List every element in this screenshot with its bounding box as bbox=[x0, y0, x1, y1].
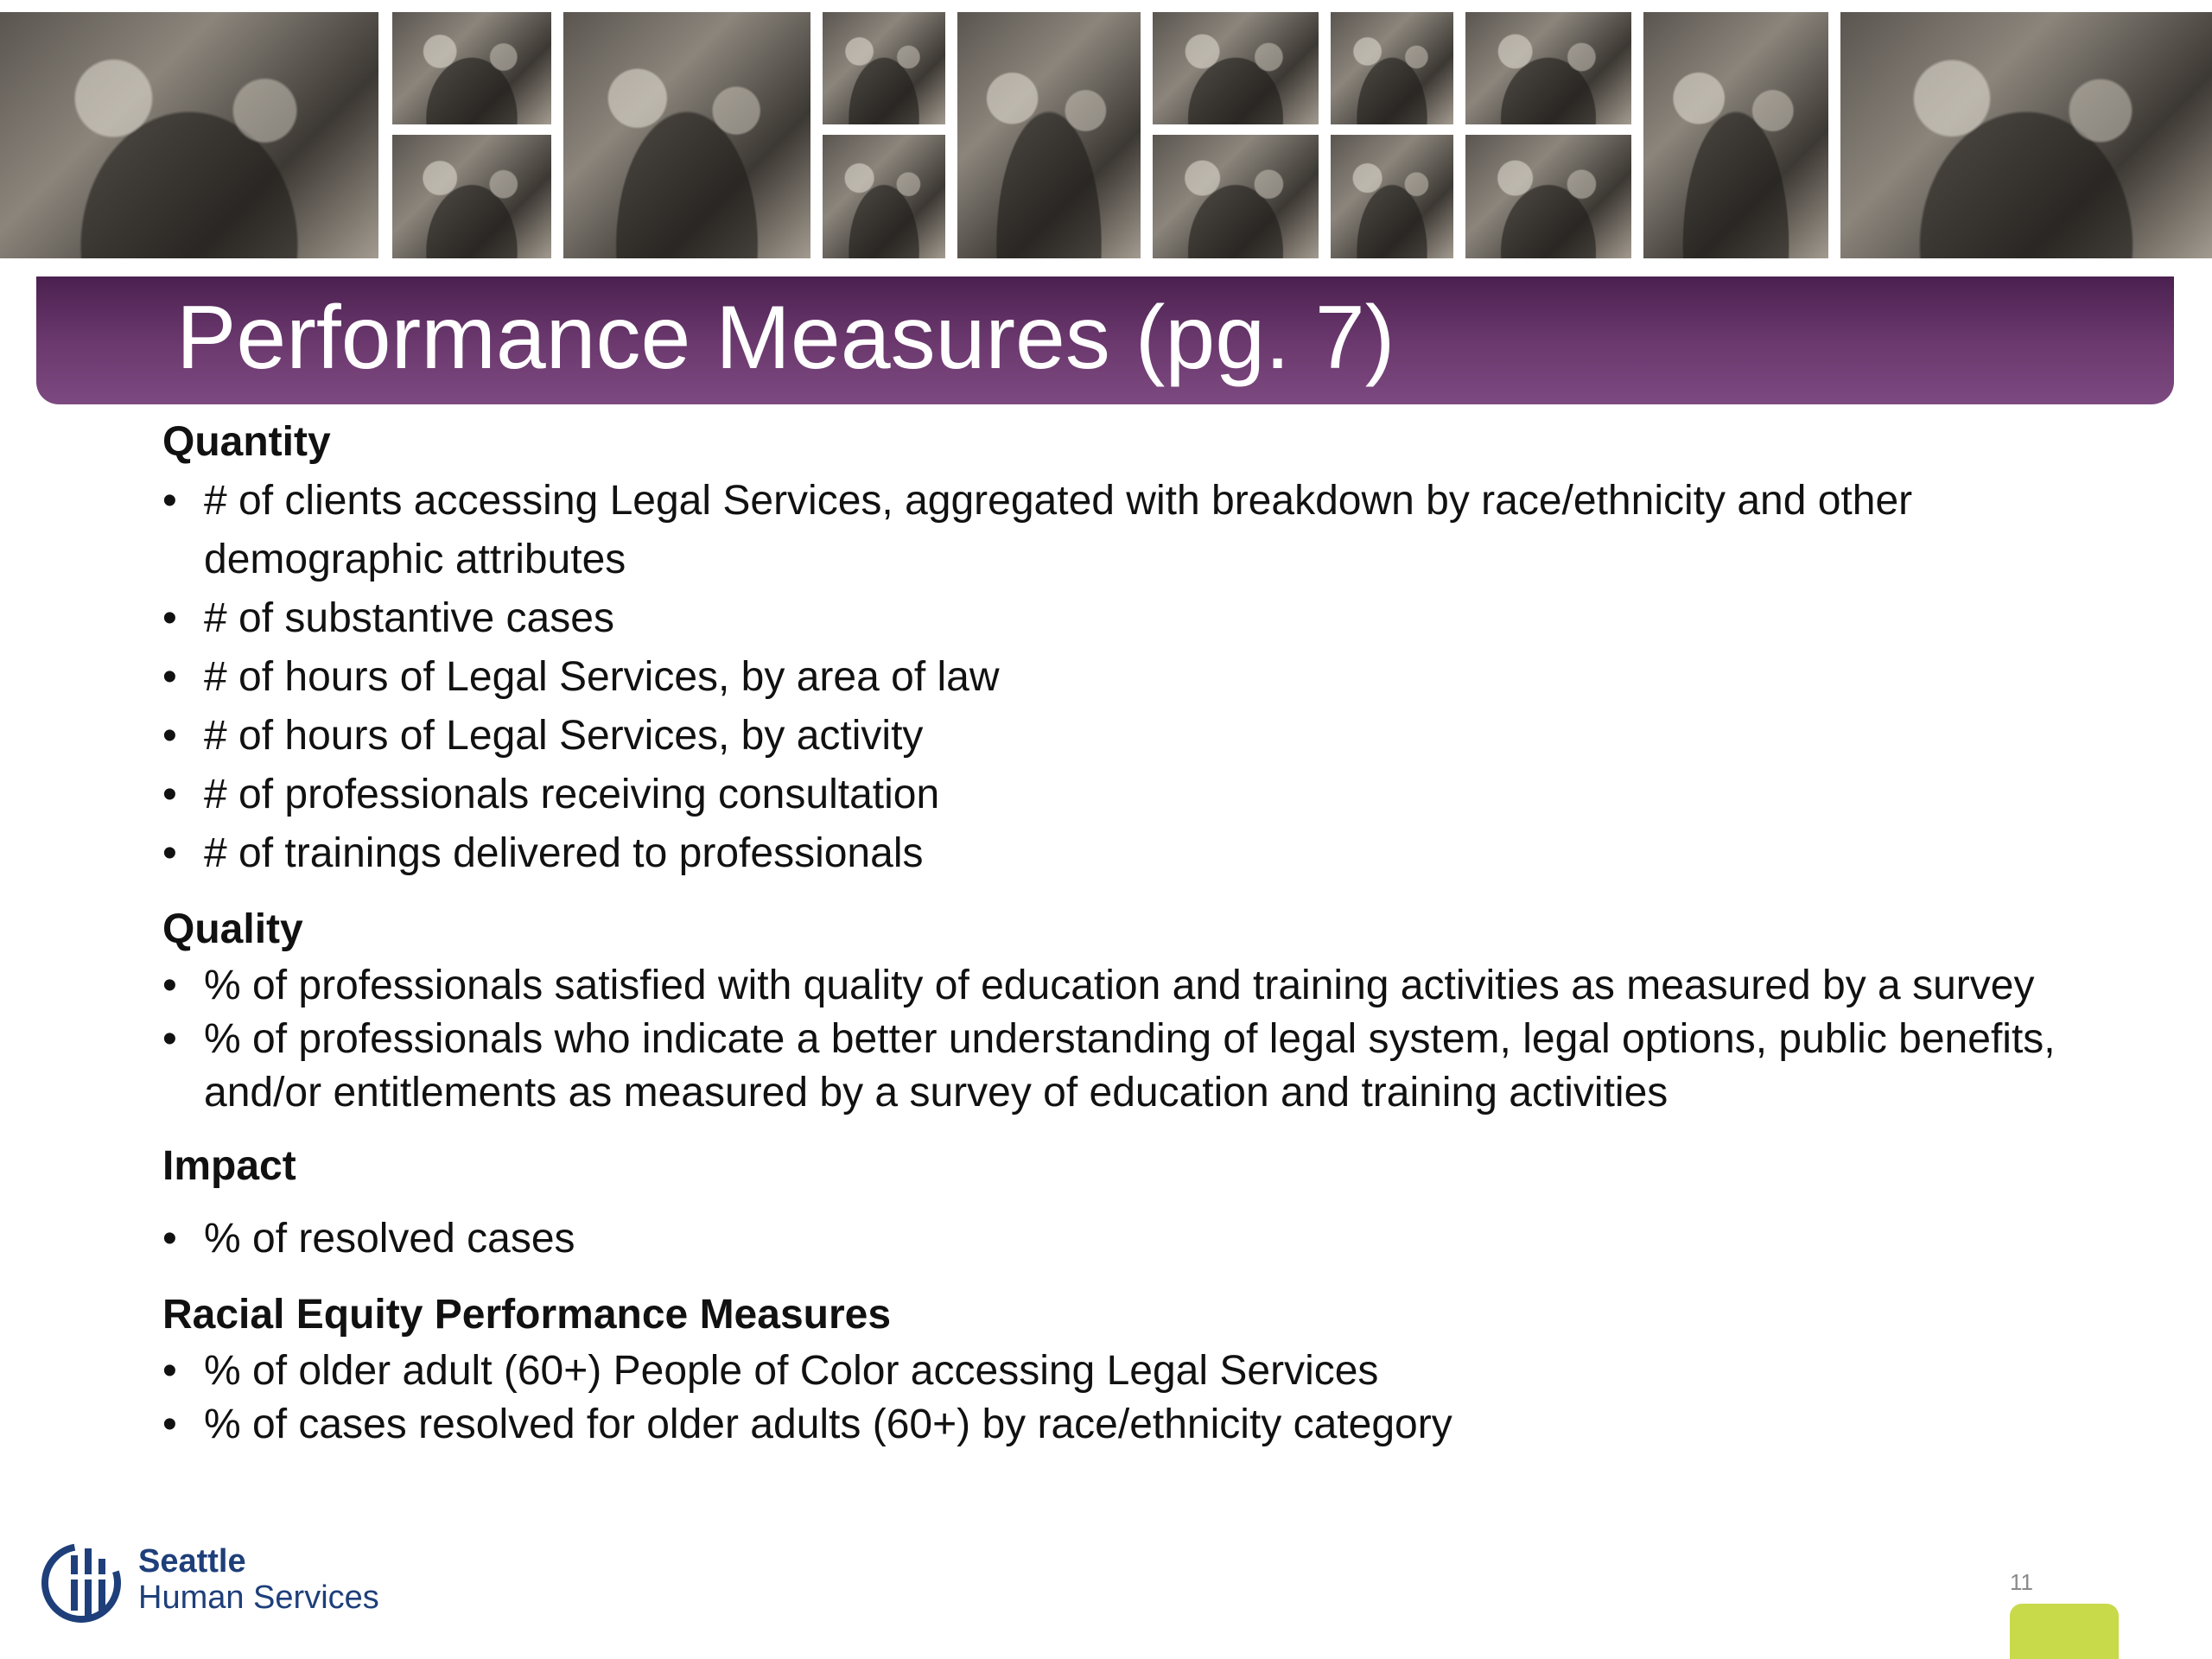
photo-child-reading bbox=[392, 12, 551, 124]
section-heading-racial-equity: Racial Equity Performance Measures bbox=[162, 1292, 892, 1338]
list-item bbox=[162, 472, 2098, 589]
section-racial-equity bbox=[162, 1286, 2098, 1452]
bullet-icon: • bbox=[162, 595, 177, 641]
photo-crowd bbox=[1840, 12, 2212, 258]
page-number: 11 bbox=[2010, 1569, 2033, 1595]
seattle-human-services-logo bbox=[40, 1540, 403, 1626]
list-item bbox=[162, 959, 2098, 1013]
section-heading-quantity: Quantity bbox=[162, 419, 331, 465]
photo-family bbox=[0, 12, 378, 258]
list-item-text: # of trainings delivered to professionals bbox=[204, 830, 924, 876]
list-item-text: % of professionals who indicate a better understanding of legal system, legal options, public benefits, and/or entitlements as measured by a survey of education and training activities bbox=[204, 1016, 2056, 1116]
photo-group-table bbox=[1153, 12, 1319, 124]
photo-woman-desk bbox=[957, 12, 1141, 258]
list-item-text: # of hours of Legal Services, by area of law bbox=[204, 654, 1000, 700]
quantity-list bbox=[162, 472, 2098, 883]
photo-children-computer bbox=[392, 135, 551, 258]
logo-line-2: Human Services bbox=[138, 1580, 379, 1616]
bullet-icon: • bbox=[162, 654, 177, 700]
photo-food-bank bbox=[1643, 12, 1828, 258]
list-item-text: % of professionals satisfied with quality of education and training activities as measured by a survey bbox=[204, 963, 2035, 1008]
photo-group-meal bbox=[1153, 135, 1319, 258]
photo-worker bbox=[1465, 12, 1631, 124]
slide-content bbox=[162, 413, 2098, 1452]
bullet-icon: • bbox=[162, 713, 177, 759]
racial-equity-list bbox=[162, 1344, 2098, 1452]
section-heading-quality: Quality bbox=[162, 906, 303, 952]
list-item bbox=[162, 1398, 2098, 1452]
photo-man-working bbox=[1465, 135, 1631, 258]
title-bar bbox=[36, 276, 2174, 404]
bullet-icon: • bbox=[162, 1016, 177, 1062]
section-quality bbox=[162, 900, 2098, 1120]
spacer bbox=[162, 1196, 2098, 1210]
impact-list bbox=[162, 1210, 2098, 1268]
list-item bbox=[162, 824, 2098, 883]
photo-child-hat bbox=[823, 135, 945, 258]
bullet-icon: • bbox=[162, 1348, 177, 1394]
list-item-text: % of resolved cases bbox=[204, 1216, 575, 1262]
list-item bbox=[162, 766, 2098, 824]
list-item bbox=[162, 1210, 2098, 1268]
list-item-text: # of clients accessing Legal Services, aggregated with breakdown by race/ethnicity and other demographic attributes bbox=[204, 478, 1913, 582]
photo-poster bbox=[563, 12, 810, 258]
list-item-text: # of professionals receiving consultation bbox=[204, 772, 940, 817]
bullet-icon: • bbox=[162, 772, 177, 817]
photo-greeting bbox=[1331, 135, 1453, 258]
photo-elders bbox=[1331, 12, 1453, 124]
bullet-icon: • bbox=[162, 1216, 177, 1262]
logo-line-1: Seattle bbox=[138, 1543, 246, 1580]
bullet-icon: • bbox=[162, 830, 177, 876]
spacer bbox=[162, 1120, 2098, 1137]
section-impact bbox=[162, 1137, 2098, 1268]
photo-collage-banner bbox=[0, 12, 2212, 258]
list-item-text: % of cases resolved for older adults (60+) by race/ethnicity category bbox=[204, 1402, 1452, 1447]
section-quantity bbox=[162, 413, 2098, 883]
list-item bbox=[162, 1013, 2098, 1120]
list-item bbox=[162, 648, 2098, 707]
list-item-text: # of substantive cases bbox=[204, 595, 614, 641]
quality-list bbox=[162, 959, 2098, 1120]
slide-title: Performance Measures (pg. 7) bbox=[176, 288, 1395, 388]
list-item bbox=[162, 707, 2098, 766]
corner-accent-tab bbox=[2010, 1604, 2119, 1659]
city-seal-icon bbox=[40, 1540, 126, 1626]
bullet-icon: • bbox=[162, 963, 177, 1008]
spacer bbox=[162, 1268, 2098, 1286]
list-item bbox=[162, 589, 2098, 648]
list-item-text: # of hours of Legal Services, by activity bbox=[204, 713, 924, 759]
list-item bbox=[162, 1344, 2098, 1398]
spacer bbox=[162, 883, 2098, 900]
bullet-icon: • bbox=[162, 1402, 177, 1447]
list-item-text: % of older adult (60+) People of Color accessing Legal Services bbox=[204, 1348, 1379, 1394]
photo-kids-lying bbox=[823, 12, 945, 124]
bullet-icon: • bbox=[162, 478, 177, 524]
section-heading-impact: Impact bbox=[162, 1143, 296, 1189]
